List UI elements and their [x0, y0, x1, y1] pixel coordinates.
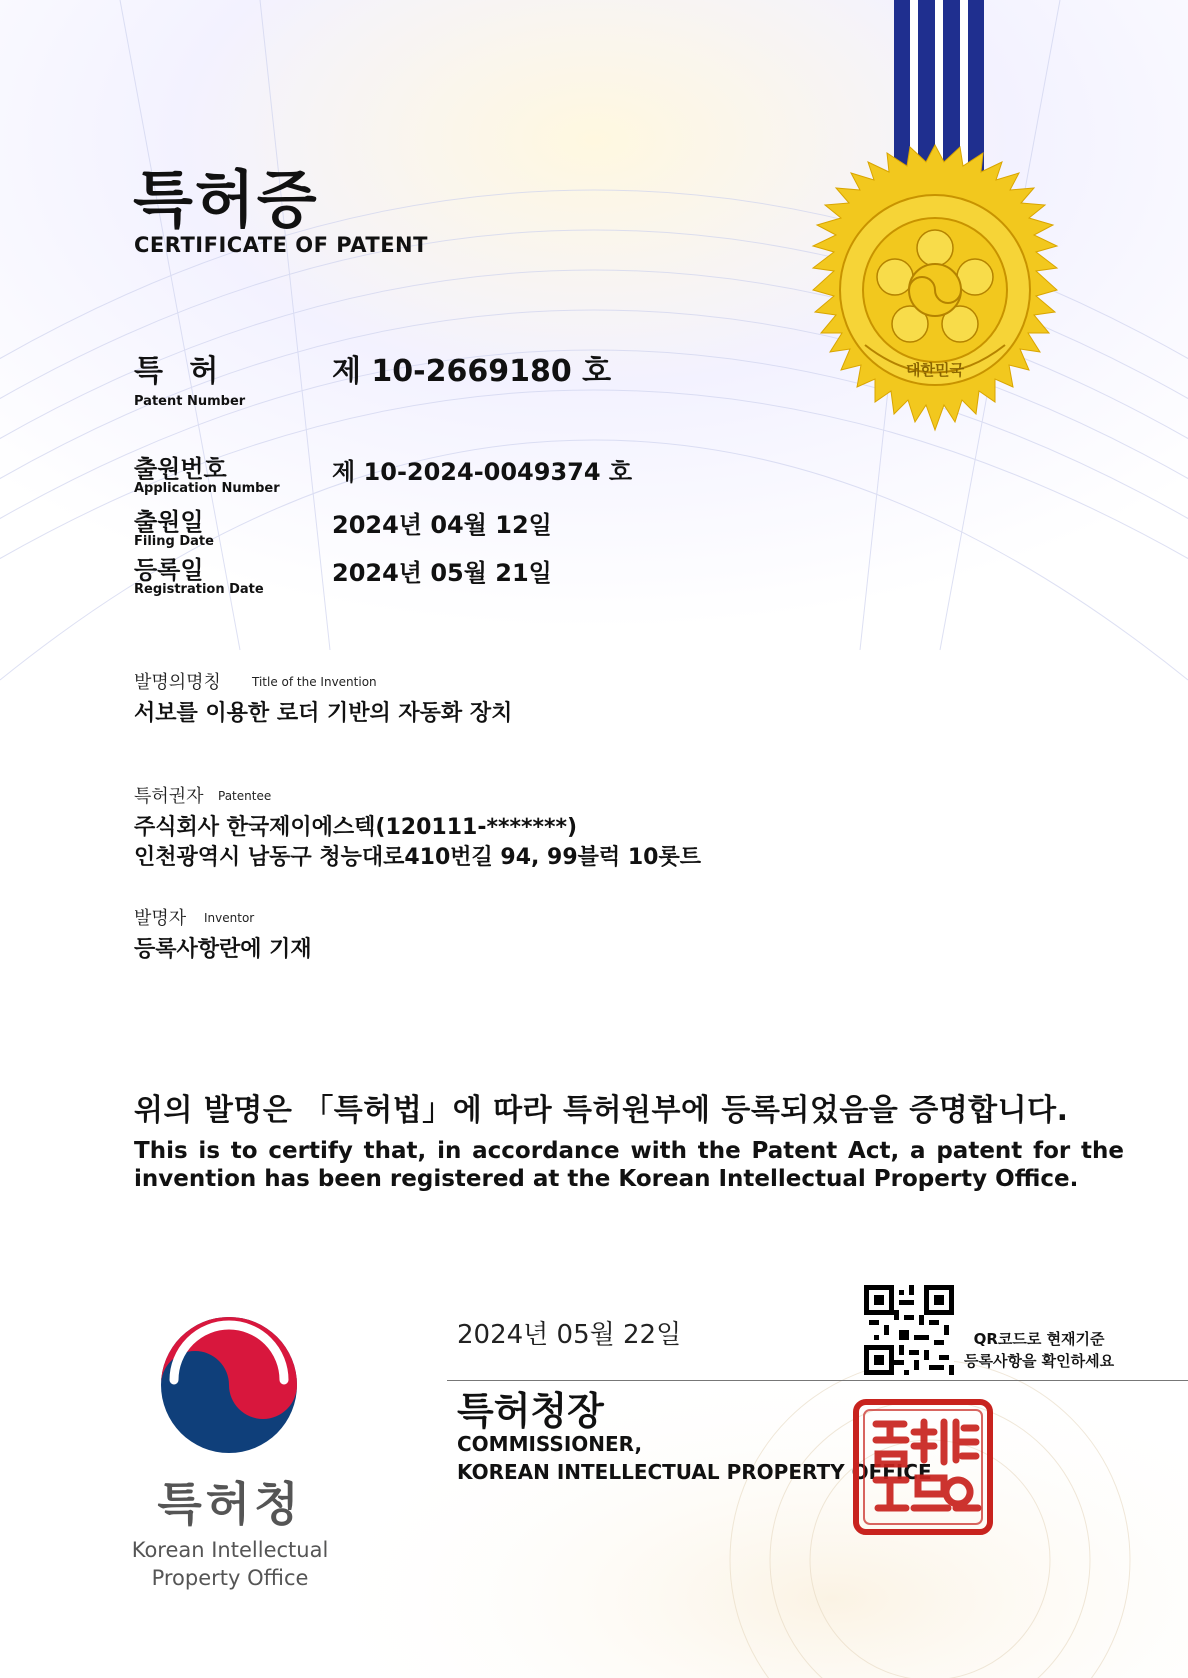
national-emblem-medal	[780, 0, 1100, 450]
invention-label-en: Title of the Invention	[252, 675, 377, 689]
patent-number: 제 10-2669180 호	[332, 354, 612, 389]
patentee-name: 주식회사 한국제이에스텍(120111-*******)	[134, 815, 578, 840]
kipo-name-line-1: Korean Intellectual	[131, 1538, 329, 1562]
filing-date: 2024년 04월 12일	[332, 511, 552, 539]
patentee-address: 인천광역시 남동구 청능대로410번길 94, 99블럭 10롯트	[134, 845, 701, 870]
qr-note-line-2: 등록사항을 확인하세요	[964, 1352, 1115, 1370]
commissioner-line-2: KOREAN INTELLECTUAL PROPERTY OFFICE	[457, 1460, 932, 1484]
registration-date: 2024년 05월 21일	[332, 559, 552, 587]
kipo-name-ko: 특허청	[157, 1477, 303, 1531]
emblem-ribbon-text: 대한민국	[906, 361, 964, 379]
qr-note	[964, 1328, 1114, 1372]
qr-code[interactable]	[864, 1285, 954, 1375]
application-number: 제 10-2024-0049374 호	[332, 458, 633, 486]
inventor-value: 등록사항란에 기재	[134, 937, 312, 962]
official-seal-stamp	[852, 1398, 994, 1536]
application-label-en: Application Number	[134, 481, 280, 496]
inventor-label: 발명자	[134, 908, 187, 929]
kipo-name-en	[100, 1536, 360, 1592]
registration-label: 등록일	[134, 556, 204, 584]
filing-label-en: Filing Date	[134, 534, 214, 549]
patentee-label-en: Patentee	[218, 789, 272, 803]
inventor-label-en: Inventor	[204, 911, 255, 925]
patent-label-en: Patent Number	[134, 394, 246, 409]
application-label: 출원번호	[134, 455, 227, 483]
patent-label: 특 허	[134, 354, 227, 389]
filing-label: 출원일	[134, 508, 204, 536]
qr-note-line-1: QR코드로 현재기준	[973, 1330, 1105, 1348]
registration-label-en: Registration Date	[134, 582, 264, 597]
certification-statement-en: This is to certify that, in accordance with the Patent Act, a patent for the invention has been registered at the Korean Intellectual Property Office.	[134, 1138, 1124, 1192]
issue-date: 2024년 05월 22일	[457, 1320, 682, 1350]
certificate-title: 특허증	[133, 163, 319, 236]
kipo-name-line-2: Property Office	[151, 1566, 309, 1590]
certification-statement-ko: 위의 발명은 「특허법」에 따라 특허원부에 등록되었음을 증명합니다.	[134, 1093, 1069, 1128]
certificate-title-en: CERTIFICATE OF PATENT	[134, 233, 428, 257]
commissioner-line-1: COMMISSIONER,	[457, 1432, 643, 1456]
invention-title: 서보를 이용한 로더 기반의 자동화 장치	[134, 701, 513, 726]
kipo-logo-icon	[154, 1310, 304, 1460]
commissioner-title: 특허청장	[457, 1389, 604, 1433]
patentee-label: 특허권자	[134, 786, 204, 807]
invention-label: 발명의명칭	[134, 672, 221, 693]
